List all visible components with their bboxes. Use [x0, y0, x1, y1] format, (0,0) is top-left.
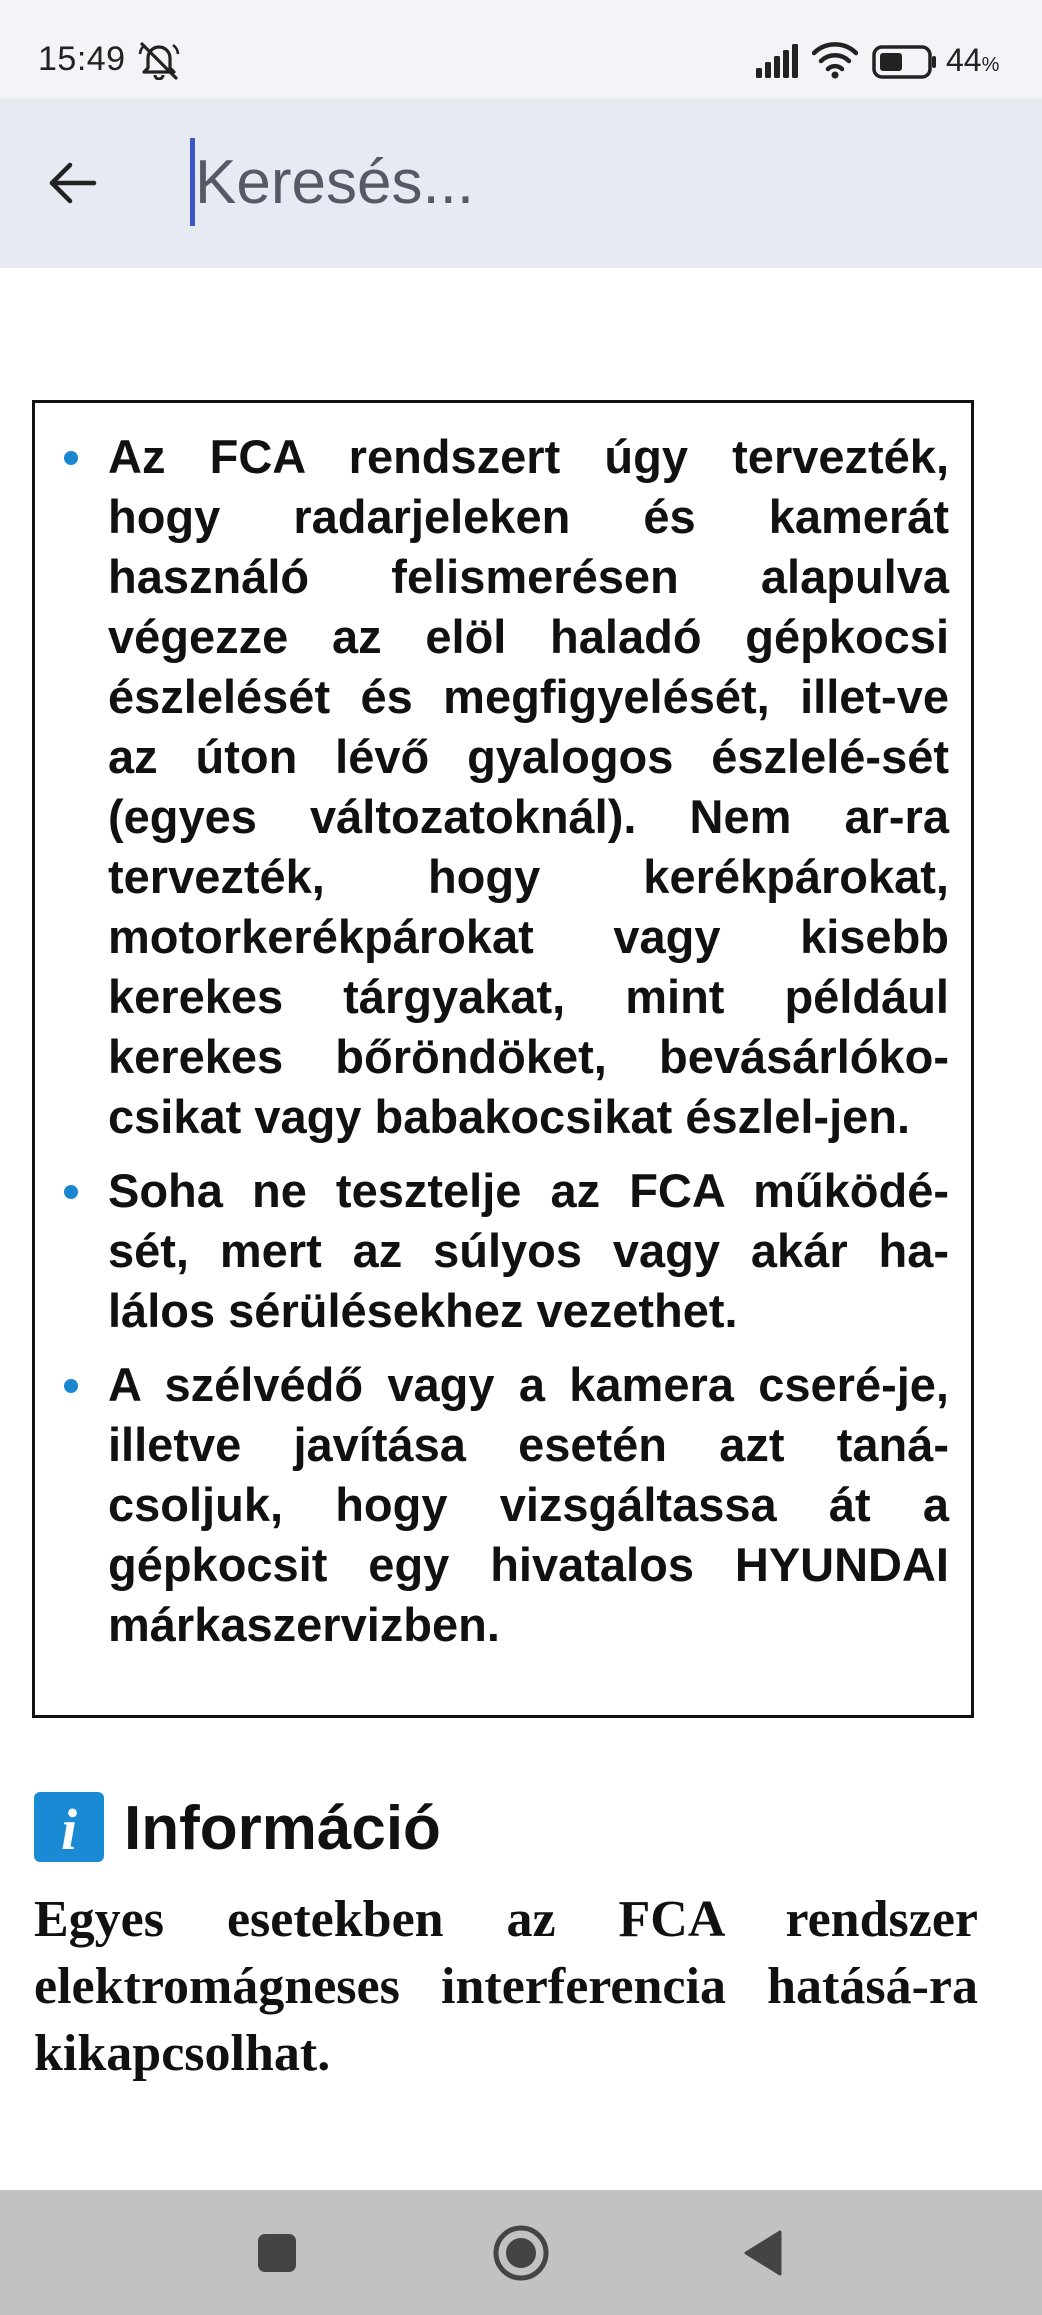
warning-item [35, 1355, 971, 1655]
warning-item [35, 427, 971, 1147]
battery-percent: 44% [946, 42, 1000, 78]
bullet-icon [64, 451, 78, 465]
signal-icon [754, 44, 800, 78]
search-input[interactable] [195, 134, 975, 230]
warning-box [32, 400, 974, 1718]
status-time: 15:49 [38, 40, 126, 78]
battery-icon [872, 44, 938, 80]
bullet-icon [64, 1379, 78, 1393]
wifi-icon [812, 40, 858, 80]
warning-item-text: A szélvédő vagy a kamera cseré-je, illetve javítása esetén azt taná-csoljuk, hogy vizsgáltassa át a gépkocsit egy hivatalos HYUNDAI márkaszervizben. [108, 1358, 949, 1651]
mute-icon [136, 40, 182, 80]
warning-item-text: Az FCA rendszert úgy tervezték, hogy radarjeleken és kamerát használó felismerésen alapulva végezze az elöl haladó gépkocsi észlelését és megfigyelését, illet-ve az úton lévő gyalogos észlelé-sét (egyes változatoknál). Nem ar-ra tervezték, hogy kerékpárokat, motorkerékpárokat vagy kisebb kerekes tárgyakat, mint például kerekes bőröndöket, bevásárlóko-csikat vagy babakocsikat észlel-jen. [108, 430, 949, 1143]
info-title: Információ [124, 1794, 441, 1863]
status-bar [0, 0, 1042, 98]
info-text: Egyes esetekben az FCA rendszer elektromágneses interferencia hatásá-ra kikapcsolhat. [34, 1891, 978, 2082]
search-bar [0, 98, 1042, 268]
back-button-icon[interactable] [732, 2220, 798, 2286]
warning-item [35, 1161, 971, 1341]
back-arrow-icon[interactable] [46, 156, 100, 210]
navigation-bar [0, 2190, 1042, 2315]
bullet-icon [64, 1185, 78, 1199]
info-heading [34, 1792, 934, 1864]
home-button-icon[interactable] [488, 2220, 554, 2286]
warning-item-text: Soha ne tesztelje az FCA működé-sét, mert az súlyos vagy akár ha-lálos sérülésekhez vezethet. [108, 1164, 949, 1337]
info-icon: i [34, 1792, 104, 1862]
recents-button-icon[interactable] [244, 2220, 310, 2286]
warning-list [35, 427, 971, 1669]
